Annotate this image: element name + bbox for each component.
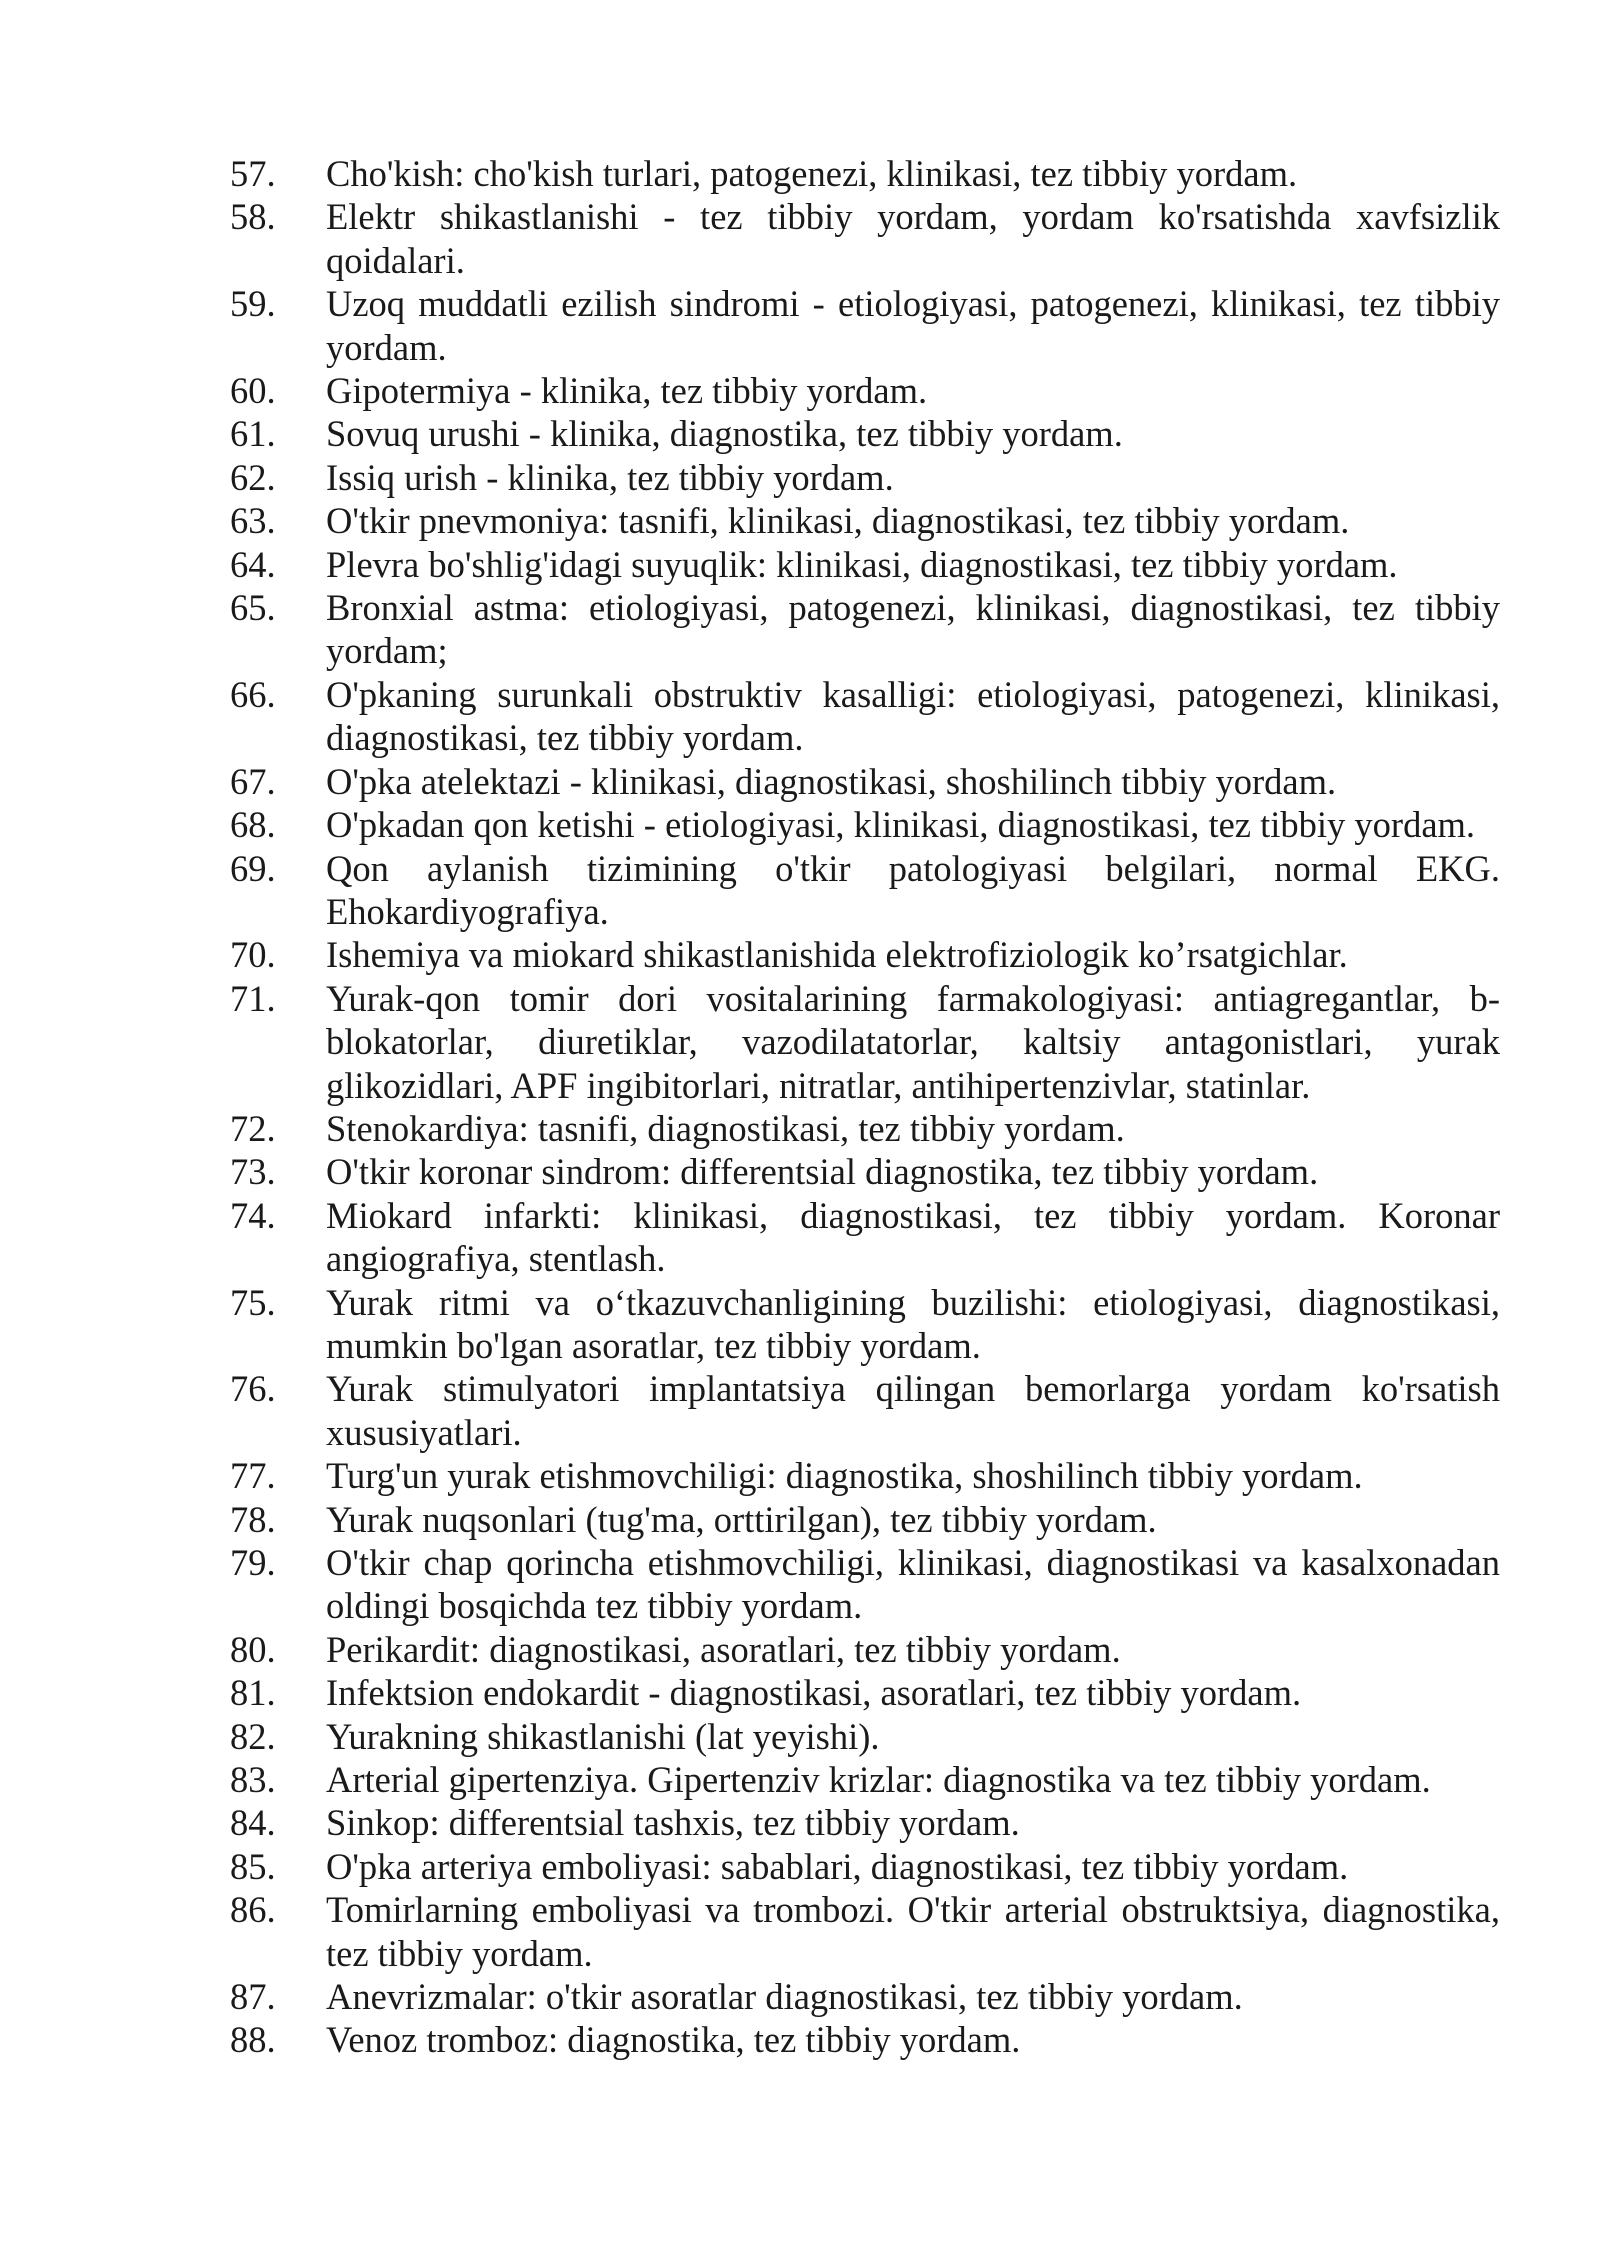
item-text: Issiq urish - klinika, tez tibbiy yordam. <box>326 456 894 498</box>
item-text: Sovuq urushi - klinika, diagnostika, tez tibbiy yordam. <box>326 413 1123 455</box>
item-text: Gipotermiya - klinika, tez tibbiy yordam. <box>326 370 928 412</box>
list-item <box>230 1758 1500 1801</box>
item-text: O'tkir chap qorincha etishmovchiligi, klinikasi, diagnostikasi va kasalxonadan oldingi bosqichda tez tibbiy yordam. <box>326 1542 1500 1627</box>
item-number: 69. <box>230 847 276 889</box>
item-number: 57. <box>230 153 276 194</box>
item-text: Yurak-qon tomir dori vositalarining farmakologiyasi: antiagregantlar, b-blokatorlar, diuretiklar, vazodilatatorlar, kaltsiy antagonistlari, yurak glikozidlari, APF ingibitorlari, nitratlar, antihipertenzivlar, statinlar. <box>326 977 1500 1106</box>
item-text: Bronxial astma: etiologiyasi, patogenezi, klinikasi, diagnostikasi, tez tibbiy yordam; <box>326 587 1500 672</box>
item-number: 71. <box>230 977 276 1019</box>
list-item <box>230 456 1500 499</box>
item-text: Miokard infarkti: klinikasi, diagnostikasi, tez tibbiy yordam. Koronar angiografiya, stentlash. <box>326 1194 1500 1280</box>
list-item <box>230 673 1500 760</box>
list-item <box>230 2018 1500 2061</box>
list-item <box>230 1801 1500 1844</box>
item-text: Ishemiya va miokard shikastlanishida elektrofiziologik ko’rsatgichlar. <box>326 934 1348 976</box>
item-number: 65. <box>230 587 276 629</box>
item-number: 80. <box>230 1628 276 1670</box>
item-number: 88. <box>230 2019 276 2061</box>
item-text: Yurak stimulyatori implantatsiya qilingan bemorlarga yordam ko'rsatish xususiyatlari. <box>326 1368 1500 1453</box>
list-item <box>230 977 1500 1107</box>
numbered-topic-list <box>230 152 1500 2062</box>
item-number: 83. <box>230 1759 276 1801</box>
item-text: Plevra bo'shlig'idagi suyuqlik: klinikasi, diagnostikasi, tez tibbiy yordam. <box>326 543 1398 585</box>
item-text: O'pkadan qon ketishi - etiologiyasi, klinikasi, diagnostikasi, tez tibbiy yordam. <box>326 804 1476 846</box>
list-item <box>230 369 1500 412</box>
item-number: 74. <box>230 1194 276 1236</box>
list-item <box>230 499 1500 542</box>
list-item <box>230 1715 1500 1758</box>
list-item <box>230 1498 1500 1541</box>
list-item <box>230 847 1500 934</box>
list-item <box>230 1541 1500 1628</box>
list-item <box>230 1628 1500 1671</box>
item-number: 85. <box>230 1845 276 1887</box>
item-number: 59. <box>230 283 276 325</box>
item-number: 86. <box>230 1889 276 1931</box>
list-item <box>230 195 1500 282</box>
item-number: 82. <box>230 1715 276 1757</box>
list-item <box>230 1107 1500 1150</box>
item-text: Perikardit: diagnostikasi, asoratlari, tez tibbiy yordam. <box>326 1628 1121 1670</box>
item-number: 76. <box>230 1368 276 1410</box>
list-item <box>230 543 1500 586</box>
item-number: 64. <box>230 543 276 585</box>
item-text: O'pka arteriya emboliyasi: sabablari, diagnostikasi, tez tibbiy yordam. <box>326 1845 1349 1887</box>
item-number: 75. <box>230 1281 276 1323</box>
item-text: Yurak nuqsonlari (tug'ma, orttirilgan), tez tibbiy yordam. <box>326 1498 1157 1540</box>
list-item <box>230 152 1500 195</box>
item-number: 58. <box>230 196 276 238</box>
list-item <box>230 1671 1500 1714</box>
item-number: 87. <box>230 1976 276 2018</box>
item-text: Anevrizmalar: o'tkir asoratlar diagnostikasi, tez tibbiy yordam. <box>326 1976 1243 2018</box>
item-number: 79. <box>230 1542 276 1583</box>
item-text: Elektr shikastlanishi - tez tibbiy yordam, yordam ko'rsatishda xavfsizlik qoidalari. <box>326 196 1500 281</box>
item-text: Yurak ritmi va o‘tkazuvchanligining buzilishi: etiologiyasi, diagnostikasi, mumkin bo'lgan asoratlar, tez tibbiy yordam. <box>326 1281 1500 1366</box>
item-text: Infektsion endokardit - diagnostikasi, asoratlari, tez tibbiy yordam. <box>326 1672 1302 1714</box>
item-number: 67. <box>230 760 276 802</box>
item-number: 72. <box>230 1107 276 1149</box>
item-number: 63. <box>230 500 276 542</box>
list-item <box>230 1888 1500 1975</box>
item-number: 81. <box>230 1672 276 1714</box>
item-number: 60. <box>230 370 276 412</box>
item-text: Tomirlarning emboliyasi va trombozi. O'tkir arterial obstruktsiya, diagnostika, tez tibbiy yordam. <box>326 1889 1500 1974</box>
list-item <box>230 1281 1500 1368</box>
item-text: Turg'un yurak etishmovchiligi: diagnostika, shoshilinch tibbiy yordam. <box>326 1455 1363 1497</box>
item-number: 62. <box>230 456 276 498</box>
list-item <box>230 933 1500 976</box>
item-text: Stenokardiya: tasnifi, diagnostikasi, tez tibbiy yordam. <box>326 1107 1125 1149</box>
list-item <box>230 1367 1500 1454</box>
list-item <box>230 1454 1500 1497</box>
list-item <box>230 412 1500 455</box>
item-text: O'tkir koronar sindrom: differentsial diagnostika, tez tibbiy yordam. <box>326 1151 1319 1193</box>
item-number: 73. <box>230 1151 276 1193</box>
list-item <box>230 1975 1500 2018</box>
list-item <box>230 586 1500 673</box>
item-text: Venoz tromboz: diagnostika, tez tibbiy yordam. <box>326 2019 1021 2061</box>
item-number: 68. <box>230 804 276 846</box>
item-number: 61. <box>230 413 276 455</box>
item-number: 66. <box>230 673 276 715</box>
list-item <box>230 1194 1500 1281</box>
item-text: O'pkaning surunkali obstruktiv kasalligi: etiologiyasi, patogenezi, klinikasi, diagnostikasi, tez tibbiy yordam. <box>326 673 1500 759</box>
list-item <box>230 1150 1500 1193</box>
item-number: 84. <box>230 1802 276 1844</box>
item-text: Sinkop: differentsial tashxis, tez tibbiy yordam. <box>326 1802 1020 1844</box>
item-text: O'tkir pnevmoniya: tasnifi, klinikasi, diagnostikasi, tez tibbiy yordam. <box>326 500 1350 542</box>
item-text: Cho'kish: cho'kish turlari, patogenezi, klinikasi, tez tibbiy yordam. <box>326 153 1298 194</box>
item-text: Yurakning shikastlanishi (lat yeyishi). <box>326 1715 880 1757</box>
item-text: Qon aylanish tizimining o'tkir patologiyasi belgilari, normal EKG. Ehokardiyografiya. <box>326 847 1500 932</box>
list-item <box>230 1845 1500 1888</box>
item-text: O'pka atelektazi - klinikasi, diagnostikasi, shoshilinch tibbiy yordam. <box>326 760 1337 802</box>
item-text: Arterial gipertenziya. Gipertenziv krizlar: diagnostika va tez tibbiy yordam. <box>326 1759 1431 1801</box>
list-item <box>230 803 1500 846</box>
item-number: 78. <box>230 1498 276 1540</box>
item-number: 70. <box>230 934 276 976</box>
item-text: Uzoq muddatli ezilish sindromi - etiologiyasi, patogenezi, klinikasi, tez tibbiy yordam. <box>326 283 1500 368</box>
item-number: 77. <box>230 1455 276 1497</box>
list-item <box>230 760 1500 803</box>
list-item <box>230 282 1500 369</box>
